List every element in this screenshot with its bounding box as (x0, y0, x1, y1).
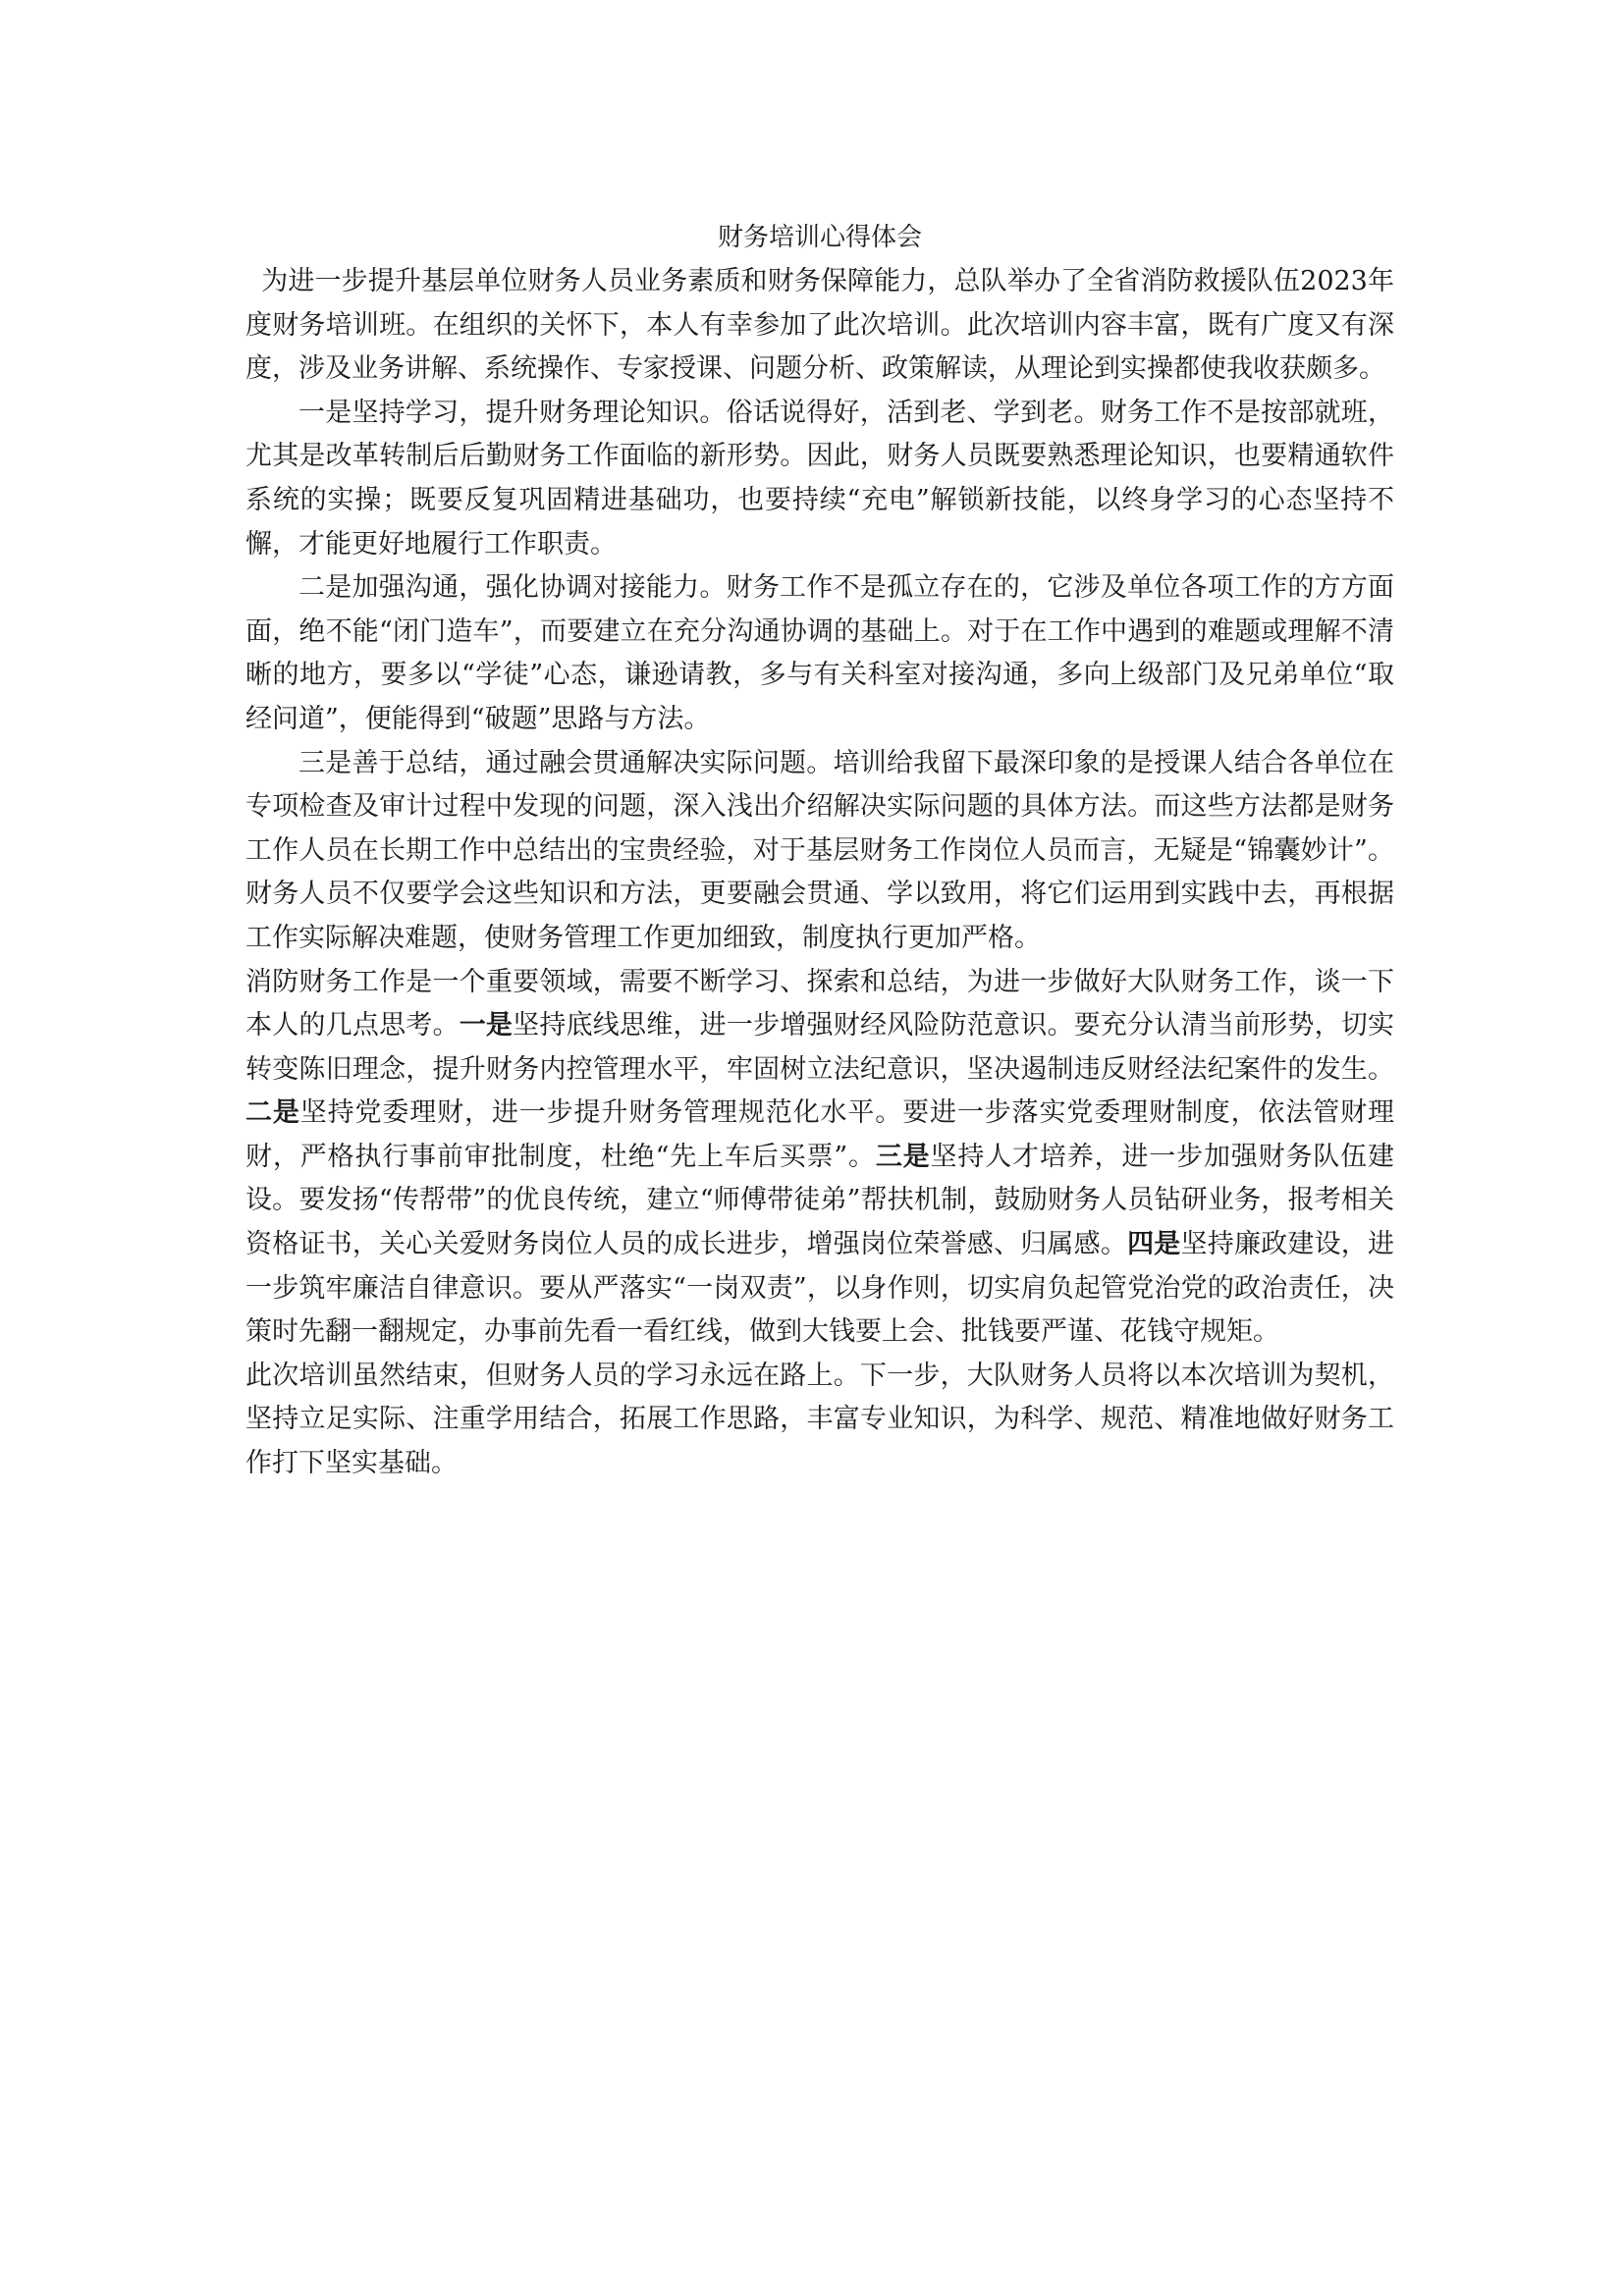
reflection-text-one: 坚持底线思维，进一步增强财经风险防范意识。要充分认清当前形势，切实转变陈旧理念，提升财务内控管理水平，牢固树立法纪意识，坚决遏制违反财经法纪案件的发生。 (245, 1010, 1395, 1085)
reflection-text-two: 坚持党委理财，进一步提升财务管理规范化水平。要进一步落实党委理财制度，依法管财理财，严格执行事前审批制度，杜绝“先上车后买票”。 (245, 1097, 1395, 1172)
reflection-text-four: 坚持廉政建设，进一步筑牢廉洁自律意识。要从严落实“一岗双责”，以身作则，切实肩负起管党治党的政治责任，决策时先翻一翻规定，办事前先看一看红线，做到大钱要上会、批钱要严谨、花钱守规矩。 (245, 1229, 1395, 1348)
reflection-keyword-one: 一是 (459, 1010, 514, 1041)
point-two-paragraph: 二是加强沟通，强化协调对接能力。财务工作不是孤立存在的，它涉及单位各项工作的方方面面，绝不能“闭门造车”，而要建立在充分沟通协调的基础上。对于在工作中遇到的难题或理解不清晰的地方，要多以“学徒”心态，谦逊请教，多与有关科室对接沟通，多向上级部门及兄弟单位“取经问道”，便能得到“破题”思路与方法。 (245, 572, 1394, 734)
point-one-paragraph: 一是坚持学习，提升财务理论知识。俗话说得好，活到老、学到老。财务工作不是按部就班，尤其是改革转制后后勤财务工作面临的新形势。因此，财务人员既要熟悉理论知识，也要精通软件系统的实操；既要反复巩固精进基础功，也要持续“充电”解锁新技能，以终身学习的心态坚持不懈，才能更好地履行工作职责。 (245, 397, 1394, 560)
reflection-paragraph (245, 961, 1394, 1355)
reflection-lead: 消防财务工作是一个重要领域，需要不断学习、探索和总结，为进一步做好大队财务工作，谈一下本人的几点思考。 (245, 966, 1394, 1041)
reflection-keyword-three: 三是 (875, 1141, 931, 1172)
intro-paragraph: 为进一步提升基层单位财务人员业务素质和财务保障能力，总队举办了全省消防救援队伍2023年度财务培训班。在组织的关怀下，本人有幸参加了此次培训。此次培训内容丰富，既有广度又有深度，涉及业务讲解、系统操作、专家授课、问题分析、政策解读，从理论到实操都使我收获颇多。 (245, 266, 1394, 385)
reflection-keyword-two: 二是 (245, 1097, 300, 1129)
document-body (245, 216, 1394, 1486)
conclusion-paragraph: 此次培训虽然结束，但财务人员的学习永远在路上。下一步，大队财务人员将以本次培训为契机，坚持立足实际、注重学用结合，拓展工作思路，丰富专业知识，为科学、规范、精准地做好财务工作打下坚实基础。 (245, 1360, 1394, 1479)
point-three-paragraph: 三是善于总结，通过融会贯通解决实际问题。培训给我留下最深印象的是授课人结合各单位在专项检查及审计过程中发现的问题，深入浅出介绍解决实际问题的具体方法。而这些方法都是财务工作人员在长期工作中总结出的宝贵经验，对于基层财务工作岗位人员而言，无疑是“锦囊妙计”。财务人员不仅要学会这些知识和方法，更要融会贯通、学以致用，将它们运用到实践中去，再根据工作实际解决难题，使财务管理工作更加细致，制度执行更加严格。 (245, 747, 1394, 953)
reflection-text-three: 坚持人才培养，进一步加强财务队伍建设。要发扬“传帮带”的优良传统，建立“师傅带徒弟”帮扶机制，鼓励财务人员钻研业务，报考相关资格证书，关心关爱财务岗位人员的成长进步，增强岗位荣誉感、归属感。 (245, 1141, 1395, 1260)
document-title: 财务培训心得体会 (717, 223, 922, 252)
reflection-keyword-four: 四是 (1127, 1229, 1181, 1260)
